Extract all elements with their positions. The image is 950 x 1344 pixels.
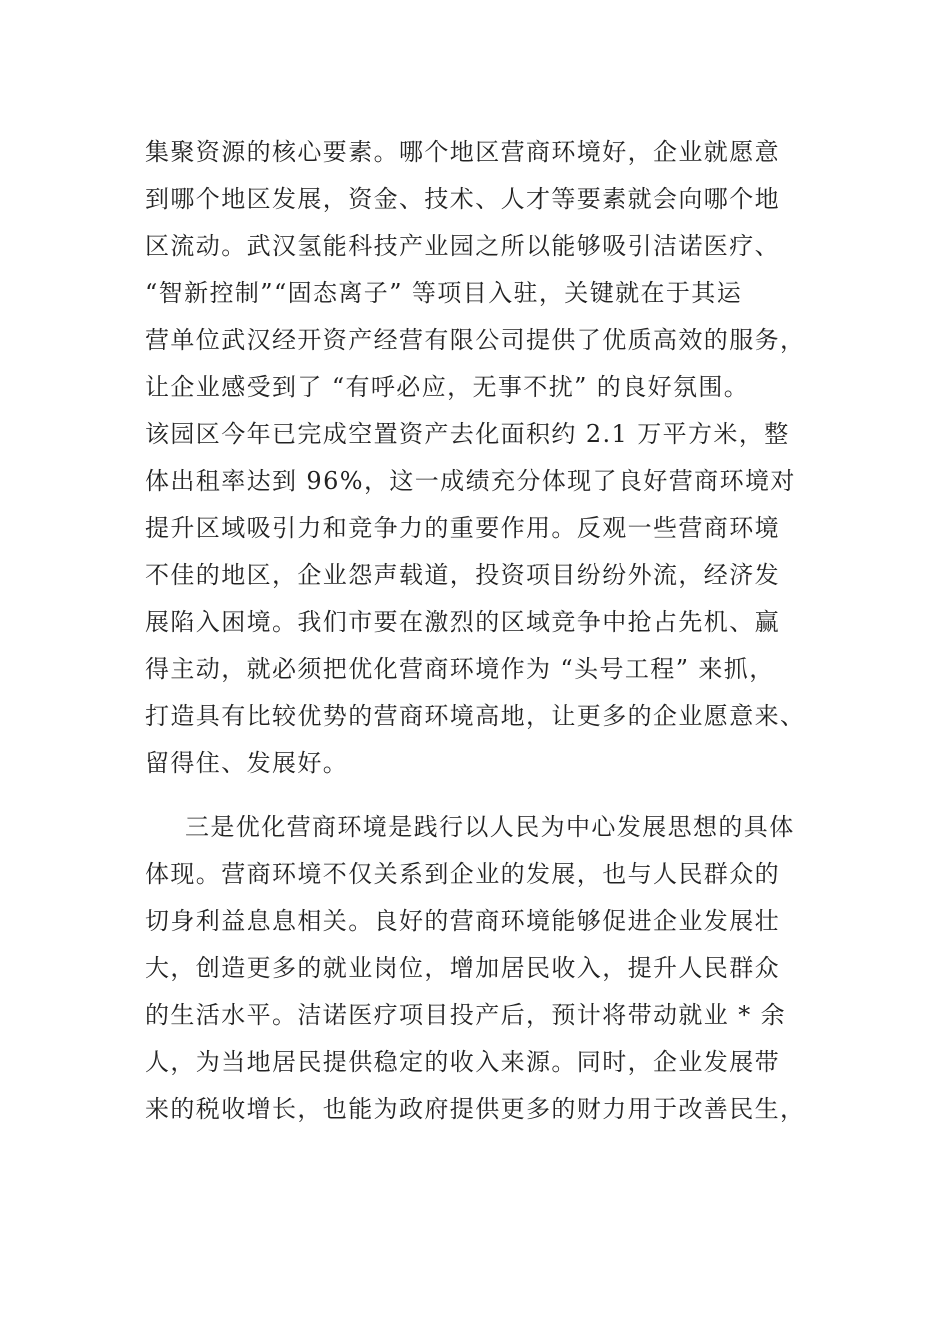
text-line: 的生活水平。洁诺医疗项目投产后，预计将带动就业 * 余 — [145, 1001, 787, 1029]
text-line: 让企业感受到了 “有呼必应，无事不扰” 的良好氛围。 — [145, 373, 750, 401]
text-line: “智新控制”“固态离子” 等项目入驻，关键就在于其运 — [145, 279, 743, 307]
text-line: 提升区域吸引力和竞争力的重要作用。反观一些营商环境 — [145, 514, 780, 542]
text-line: 区流动。武汉氢能科技产业园之所以能够吸引洁诺医疗、 — [145, 232, 780, 260]
text-line: 集聚资源的核心要素。哪个地区营商环境好，企业就愿意 — [145, 138, 780, 166]
text-line: 来的税收增长，也能为政府提供更多的财力用于改善民生， — [145, 1095, 806, 1123]
text-line: 该园区今年已完成空置资产去化面积约 2.1 万平方米，整 — [145, 420, 790, 448]
text-line: 体出租率达到 96%，这一成绩充分体现了良好营商环境对 — [145, 467, 796, 495]
text-line: 切身利益息息相关。良好的营商环境能够促进企业发展壮 — [145, 907, 780, 935]
text-line: 不佳的地区，企业怨声载道，投资项目纷纷外流，经济发 — [145, 561, 780, 589]
text-line: 得主动，就必须把优化营商环境作为 “头号工程” 来抓， — [145, 655, 775, 683]
text-line: 三是优化营商环境是践行以人民为中心发展思想的具体 — [185, 813, 795, 841]
text-line: 营单位武汉经开资产经营有限公司提供了优质高效的服务， — [145, 326, 806, 354]
text-line: 体现。营商环境不仅关系到企业的发展，也与人民群众的 — [145, 860, 780, 888]
text-line: 大，创造更多的就业岗位，增加居民收入，提升人民群众 — [145, 954, 780, 982]
text-line: 到哪个地区发展，资金、技术、人才等要素就会向哪个地 — [145, 185, 780, 213]
text-line: 留得住、发展好。 — [145, 749, 349, 777]
text-line: 打造具有比较优势的营商环境高地，让更多的企业愿意来、 — [145, 702, 806, 730]
text-line: 人，为当地居民提供稳定的收入来源。同时，企业发展带 — [145, 1048, 780, 1076]
text-line: 展陷入困境。我们市要在激烈的区域竞争中抢占先机、赢 — [145, 608, 780, 636]
